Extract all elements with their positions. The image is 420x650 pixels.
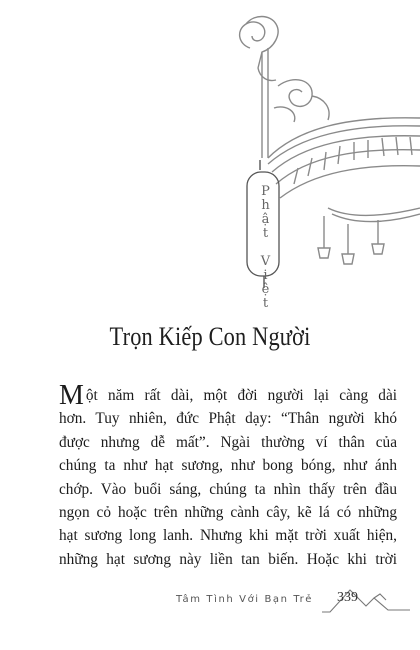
running-footer-title: Tâm Tình Với Bạn Trẻ (176, 594, 314, 605)
page-number: 339 (337, 590, 358, 605)
body-line: những hạt sương này liền tan biến. Hoặc khi trời (59, 550, 397, 568)
body-line: chớp. Vào buổi sáng, chúng ta nhìn thấy trên đầu (59, 480, 397, 498)
body-line: được nhưng dễ mất”. Ngài thường ví thân của (59, 433, 397, 451)
seal-text: Phật Việt (258, 184, 273, 310)
body-line: ngọn cỏ hoặc trên những cành cây, kẽ lá có những (59, 504, 397, 522)
body-line: ột năm rất dài, một đời người lại càng dài (85, 387, 397, 404)
body-line: hạt sương long lanh. Nhưng khi mặt trời xuất hiện, (59, 527, 397, 545)
page-footer (176, 586, 408, 616)
chapter-title: Trọn Kiếp Con Người (109, 322, 311, 351)
body-line: chúng ta như hạt sương, như bong bóng, như ánh (59, 457, 397, 475)
dropcap: M (59, 380, 84, 411)
mountain-icon (322, 586, 410, 614)
body-line: hơn. Tuy nhiên, đức Phật dạy: “Thân người khó (59, 410, 397, 428)
body-text (59, 380, 397, 571)
